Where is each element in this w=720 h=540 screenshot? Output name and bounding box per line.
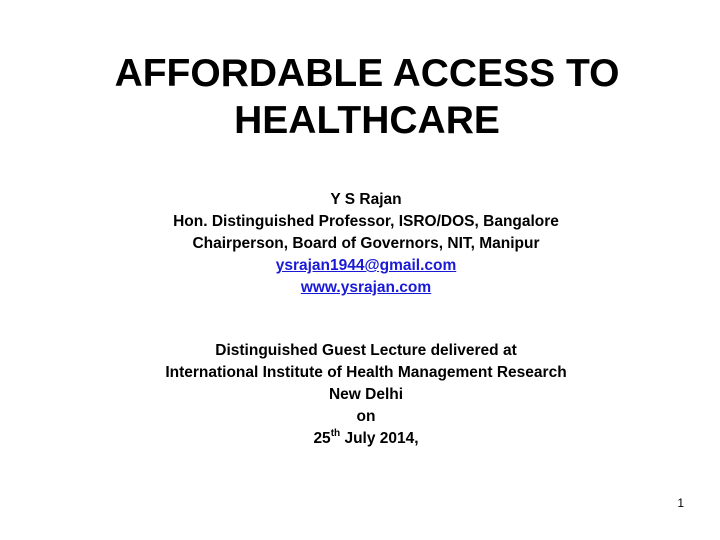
author-website-link[interactable]: www.ysrajan.com (300, 279, 432, 296)
slide-title-line-2: HEALTHCARE (234, 99, 500, 142)
author-email-row (0, 256, 720, 276)
author-affiliation-2: Chairperson, Board of Governors, NIT, Manipur (192, 235, 540, 252)
event-line-3: New Delhi (328, 386, 404, 403)
page-number: 1 (677, 496, 684, 510)
event-date-suffix: th (330, 427, 341, 439)
author-email-link[interactable]: ysrajan1944@gmail.com (275, 257, 457, 274)
slide-title-line-1: AFFORDABLE ACCESS TO (114, 52, 620, 95)
event-line-1: Distinguished Guest Lecture delivered at (215, 342, 517, 359)
author-affiliation-1: Hon. Distinguished Professor, ISRO/DOS, Bangalore (173, 213, 559, 230)
event-line-2: International Institute of Health Management Research (165, 364, 567, 381)
event-line-4: on (356, 408, 376, 425)
author-website-row (0, 278, 720, 298)
author-name: Y S Rajan (330, 191, 402, 208)
event-date-rest: July 2014, (340, 430, 419, 447)
event-date (0, 429, 720, 449)
event-date-day: 25 (313, 430, 331, 447)
